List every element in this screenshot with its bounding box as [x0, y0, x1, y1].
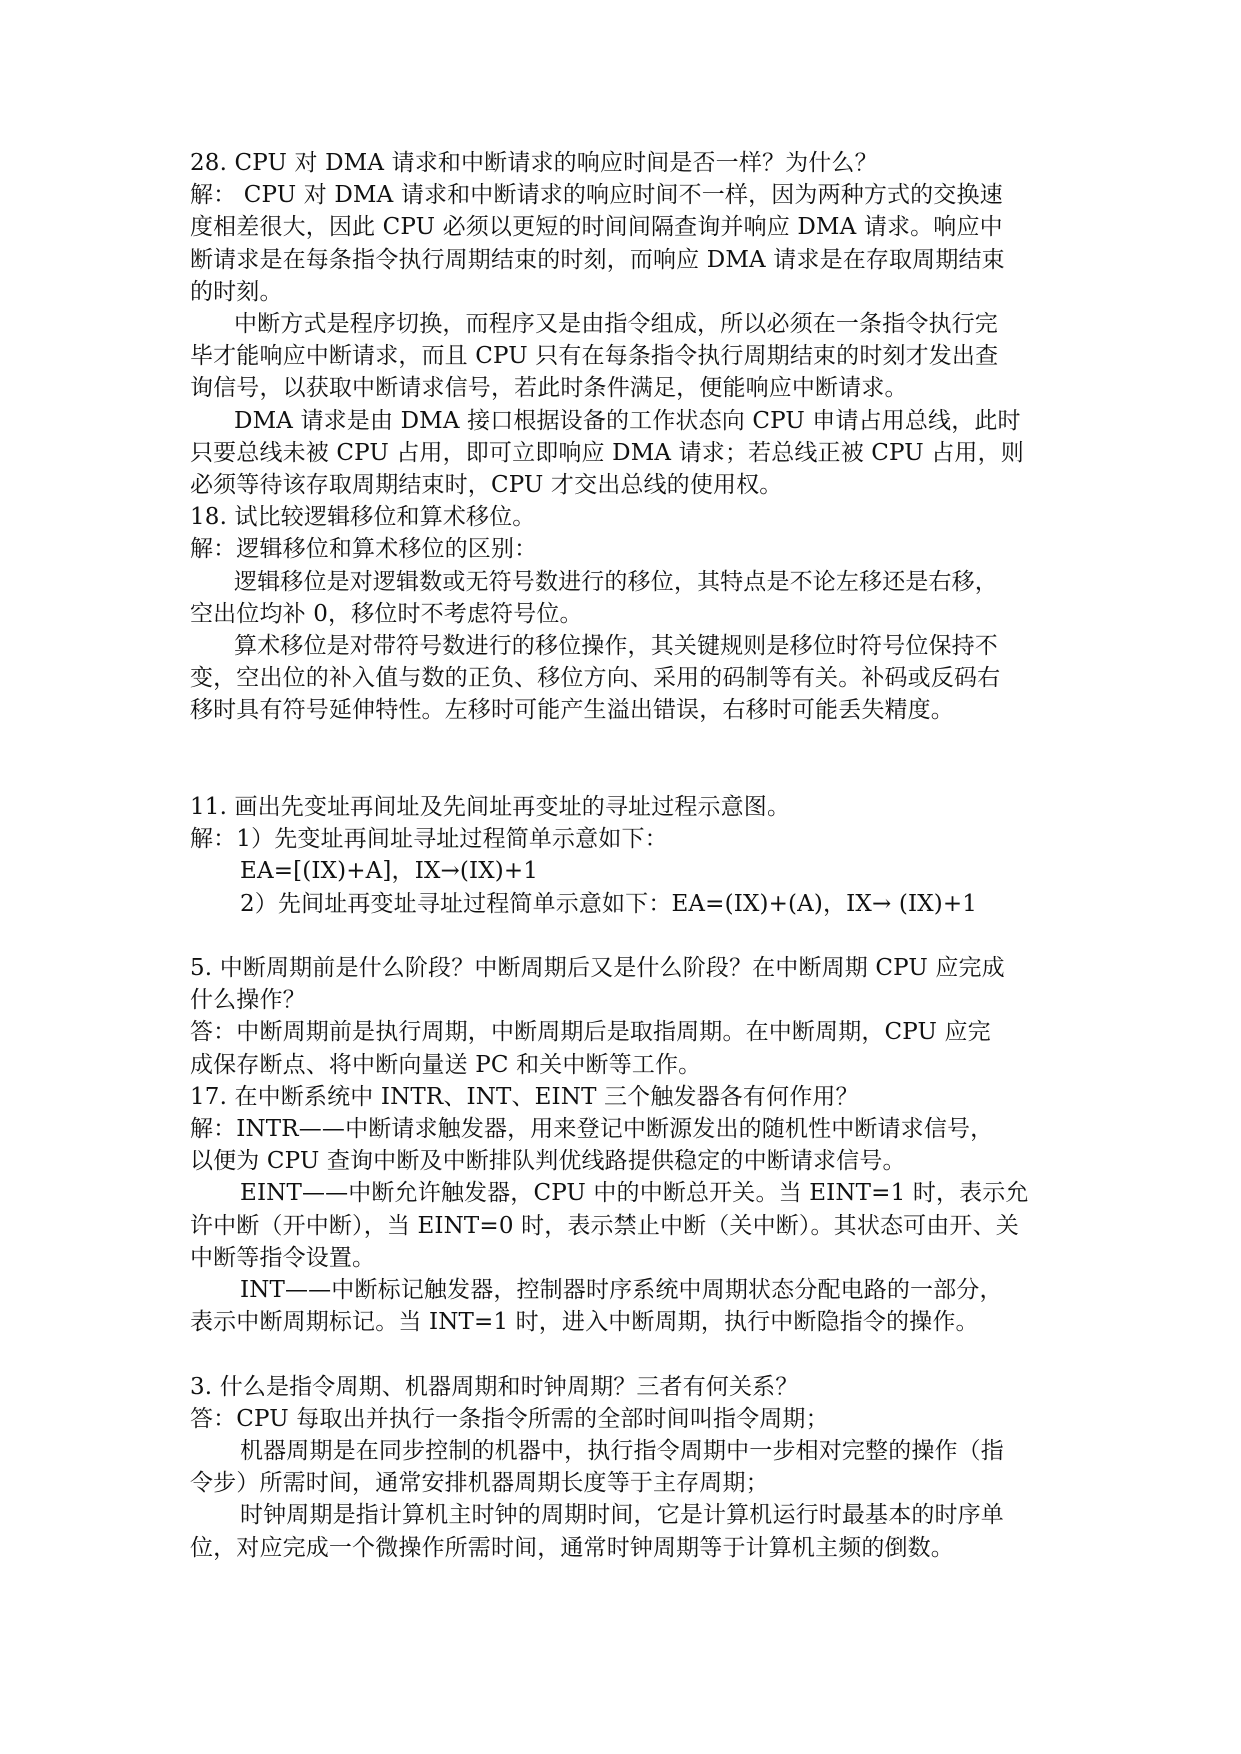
answer-17-line-3: EINT——中断允许触发器，CPU 中的中断总开关。当 EINT=1 时，表示允 [240, 1180, 1029, 1207]
section-gap [190, 920, 1056, 952]
answer-17-line-5: 中断等指令设置。 [190, 1244, 376, 1271]
answer-18-line-2: 逻辑移位是对逻辑数或无符号数进行的移位，其特点是不论左移还是右移， [234, 568, 998, 595]
answer-18-line-3: 空出位均补 0，移位时不考虑符号位。 [190, 600, 583, 627]
answer-18-line-1: 解：逻辑移位和算术移位的区别： [190, 536, 538, 563]
section-gap [190, 1338, 1056, 1370]
answer-5-line-2: 成保存断点、将中断向量送 PC 和关中断等工作。 [190, 1051, 702, 1078]
section-gap [190, 727, 1056, 791]
answer-18-line-5: 变，空出位的补入值与数的正负、移位方向、采用的码制等有关。补码或反码右 [190, 665, 1001, 692]
answer-17-line-2: 以便为 CPU 查询中断及中断排队判优线路提供稳定的中断请求信号。 [190, 1148, 906, 1175]
answer-28-line-2: 度相差很大，因此 CPU 必须以更短的时间间隔查询并响应 DMA 请求。响应中 [190, 214, 1003, 241]
answer-5-line-1: 答：中断周期前是执行周期，中断周期后是取指周期。在中断周期，CPU 应完 [190, 1019, 991, 1046]
answer-28-line-10: 必须等待该存取周期结束时，CPU 才交出总线的使用权。 [190, 472, 783, 499]
answer-17-line-6: INT——中断标记触发器，控制器时序系统中周期状态分配电路的一部分， [240, 1277, 1003, 1304]
document-text [190, 147, 1056, 1564]
question-17-title: 17. 在中断系统中 INTR、INT、EINT 三个触发器各有何作用？ [190, 1083, 859, 1110]
answer-28-line-1: 解： CPU 对 DMA 请求和中断请求的响应时间不一样，因为两种方式的交换速 [190, 182, 1003, 209]
question-18-title: 18. 试比较逻辑移位和算术移位。 [190, 504, 536, 531]
answer-28-line-5: 中断方式是程序切换，而程序又是由指令组成，所以必须在一条指令执行完 [234, 311, 998, 338]
answer-3-line-4: 时钟周期是指计算机主时钟的周期时间，它是计算机运行时最基本的时序单 [240, 1502, 1004, 1529]
answer-18-line-4: 算术移位是对带符号数进行的移位操作，其关键规则是移位时符号位保持不 [234, 633, 998, 660]
answer-28-line-6: 毕才能响应中断请求，而且 CPU 只有在每条指令执行周期结束的时刻才发出查 [190, 343, 999, 370]
question-3-title: 3. 什么是指令周期、机器周期和时钟周期？三者有何关系？ [190, 1373, 799, 1400]
question-5-title-line-2: 什么操作？ [190, 987, 306, 1014]
answer-28-line-3: 断请求是在每条指令执行周期结束的时刻，而响应 DMA 请求是在存取周期结束 [190, 246, 1005, 273]
question-11-title: 11. 画出先变址再间址及先间址再变址的寻址过程示意图。 [190, 794, 791, 821]
answer-3-line-3: 令步）所需时间，通常安排机器周期长度等于主存周期； [190, 1470, 769, 1497]
answer-18-line-6: 移时具有符号延伸特性。左移时可能产生溢出错误，右移时可能丢失精度。 [190, 697, 954, 724]
answer-11-line-2: 2）先间址再变址寻址过程简单示意如下：EA=(IX)+(A)，IX→ (IX)+1 [240, 890, 978, 917]
answer-28-line-4: 的时刻。 [190, 278, 283, 305]
answer-11-formula-1: EA=[(IX)+A]，IX→(IX)+1 [240, 858, 539, 885]
answer-17-line-7: 表示中断周期标记。当 INT=1 时，进入中断周期，执行中断隐指令的操作。 [190, 1309, 979, 1336]
answer-17-line-4: 许中断（开中断），当 EINT=0 时，表示禁止中断（关中断）。其状态可由开、关 [190, 1212, 1019, 1239]
answer-28-line-7: 询信号，以获取中断请求信号，若此时条件满足，便能响应中断请求。 [190, 375, 908, 402]
answer-17-line-1: 解：INTR——中断请求触发器，用来登记中断源发出的随机性中断请求信号， [190, 1116, 994, 1143]
answer-3-line-2: 机器周期是在同步控制的机器中，执行指令周期中一步相对完整的操作（指 [240, 1438, 1004, 1465]
answer-3-line-5: 位，对应完成一个微操作所需时间，通常时钟周期等于计算机主频的倒数。 [190, 1534, 954, 1561]
answer-28-line-8: DMA 请求是由 DMA 接口根据设备的工作状态向 CPU 申请占用总线，此时 [234, 407, 1021, 434]
answer-11-line-1: 解：1）先变址再间址寻址过程简单示意如下： [190, 826, 668, 853]
answer-28-line-9: 只要总线未被 CPU 占用，即可立即响应 DMA 请求；若总线正被 CPU 占用，则 [190, 439, 1024, 466]
question-28-title: 28. CPU 对 DMA 请求和中断请求的响应时间是否一样？为什么？ [190, 150, 878, 176]
question-5-title-line-1: 5. 中断周期前是什么阶段？中断周期后又是什么阶段？在中断周期 CPU 应完成 [190, 955, 1005, 982]
answer-3-line-1: 答：CPU 每取出并执行一条指令所需的全部时间叫指令周期； [190, 1405, 829, 1432]
